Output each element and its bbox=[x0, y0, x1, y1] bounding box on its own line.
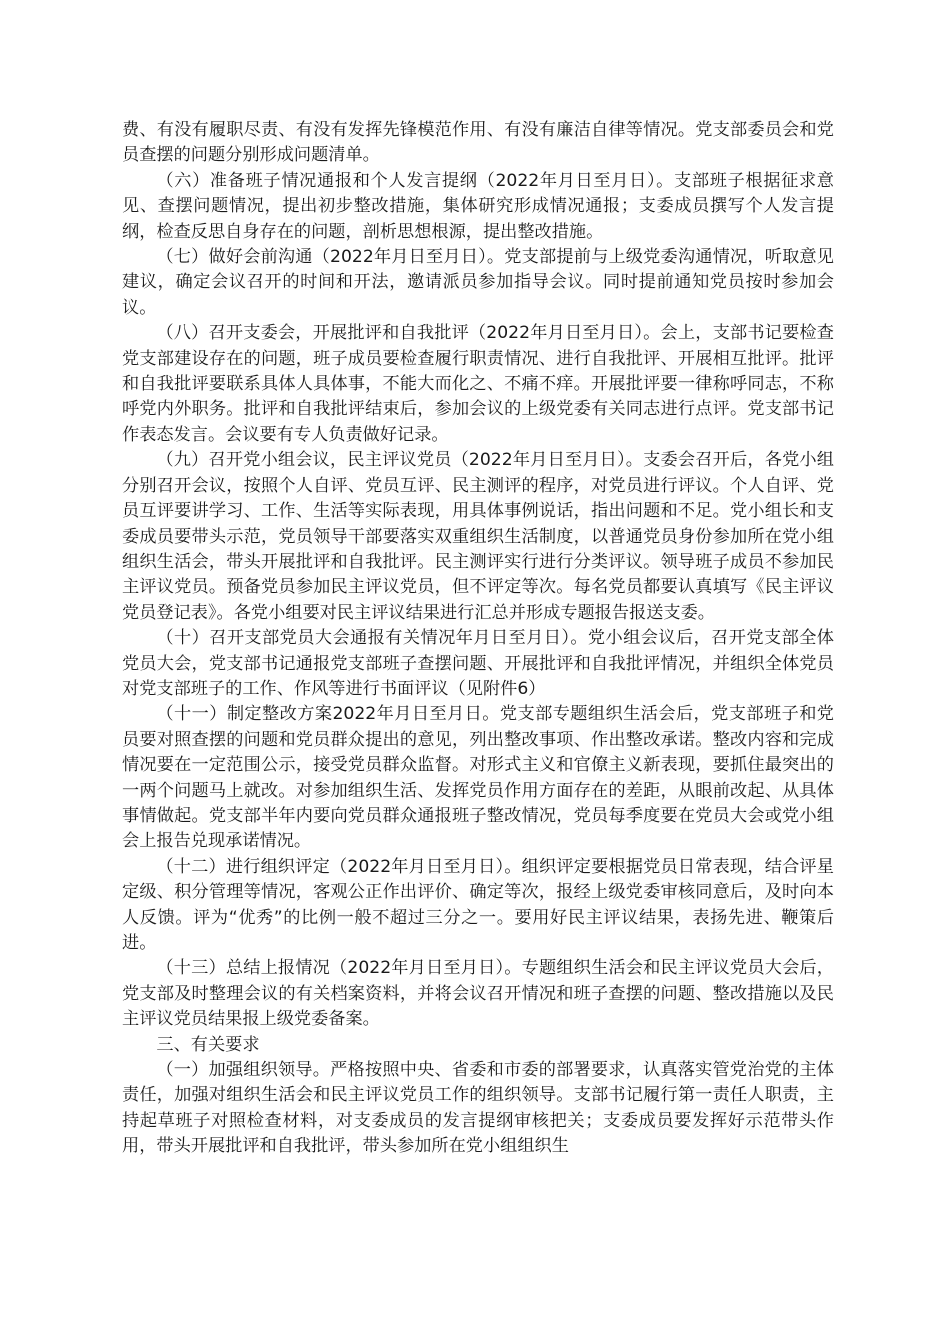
paragraph-section-13: （十三）总结上报情况（2022年月日至月日）。专题组织生活会和民主评议党员大会后，党支部及时整理会议的有关档案资料，并将会议召开情况和班子查摆的问题、整改措施以及民主评议党员结果报上级党委备案。 bbox=[122, 958, 834, 1030]
paragraph-section-9: （九）召开党小组会议，民主评议党员（2022年月日至月日）。支委会召开后，各党小组分别召开会议，按照个人自评、党员互评、民主测评的程序，对党员进行评议。个人自评、党员互评要讲学习、工作、生活等实际表现，用具体事例说话，指出问题和不足。党小组长和支委成员要带头示范，党员领导干部要落实双重组织生活制度，以普通党员身份参加所在党小组组织生活会，带头开展批评和自我批评。民主测评实行进行分类评议。领导班子成员不参加民主评议党员。预备党员参加民主评议党员，但不评定等次。每名党员都要认真填写《民主评议党员登记表》。各党小组要对民主评议结果进行汇总并形成专题报告报送支委。 bbox=[122, 450, 834, 623]
paragraph-continuation: 费、有没有履职尽责、有没有发挥先锋模范作用、有没有廉洁自律等情况。党支部委员会和党员查摆的问题分别形成问题清单。 bbox=[122, 120, 834, 166]
heading-requirements: 三、有关要求 bbox=[156, 1034, 260, 1055]
paragraph-section-12: （十二）进行组织评定（2022年月日至月日）。组织评定要根据党员日常表现，结合评星定级、积分管理等情况，客观公正作出评价、确定等次，报经上级党委审核同意后，及时向本人反馈。评为“优秀”的比例一般不超过三分之一。要用好民主评议结果，表扬先进、鞭策后进。 bbox=[122, 856, 834, 953]
paragraph-section-7: （七）做好会前沟通（2022年月日至月日）。党支部提前与上级党委沟通情况，听取意见建议，确定会议召开的时间和开法，邀请派员参加指导会议。同时提前通知党员按时参加会议。 bbox=[122, 247, 834, 318]
paragraph-section-11: （十一）制定整改方案2022年月日至月日。党支部专题组织生活会后，党支部班子和党员要对照查摆的问题和党员群众提出的意见，列出整改事项、作出整改承诺。整改内容和完成情况要在一定范围公示，接受党员群众监督。对形式主义和官僚主义新表现，要抓住最突出的一两个问题马上就改。对参加组织生活、发挥党员作用方面存在的差距，从眼前改起、从具体事情做起。党支部半年内要向党员群众通报班子整改情况，党员每季度要在党员大会或党小组会上报告兑现承诺情况。 bbox=[122, 704, 834, 852]
document-body bbox=[122, 118, 834, 1160]
paragraph-section-6: （六）准备班子情况通报和个人发言提纲（2022年月日至月日）。支部班子根据征求意见、查摆问题情况，提出初步整改措施，集体研究形成情况通报；支委成员撰写个人发言提纲，检查反思自身存在的问题，剖析思想根源，提出整改措施。 bbox=[122, 170, 834, 242]
paragraph-section-8: （八）召开支委会，开展批评和自我批评（2022年月日至月日）。会上，支部书记要检查党支部建设存在的问题，班子成员要检查履行职责情况、进行自我批评、开展相互批评。批评和自我批评要联系具体人具体事，不能大而化之、不痛不痒。开展批评要一律称呼同志，不称呼党内外职务。批评和自我批评结束后，参加会议的上级党委有关同志进行点评。党支部书记作表态发言。会议要有专人负责做好记录。 bbox=[122, 323, 834, 445]
paragraph-requirement-1: （一）加强组织领导。严格按照中央、省委和市委的部署要求，认真落实管党治党的主体责任，加强对组织生活会和民主评议党员工作的组织领导。支部书记履行第一责任人职责，主持起草班子对照检查材料，对支委成员的发言提纲审核把关；支委成员要发挥好示范带头作用，带头开展批评和自我批评，带头参加所在党小组组织生 bbox=[122, 1060, 834, 1157]
paragraph-section-10: （十）召开支部党员大会通报有关情况年月日至月日）。党小组会议后，召开党支部全体党员大会，党支部书记通报党支部班子查摆问题、开展批评和自我批评情况，并组织全体党员对党支部班子的工作、作风等进行书面评议（见附件6） bbox=[122, 628, 834, 699]
